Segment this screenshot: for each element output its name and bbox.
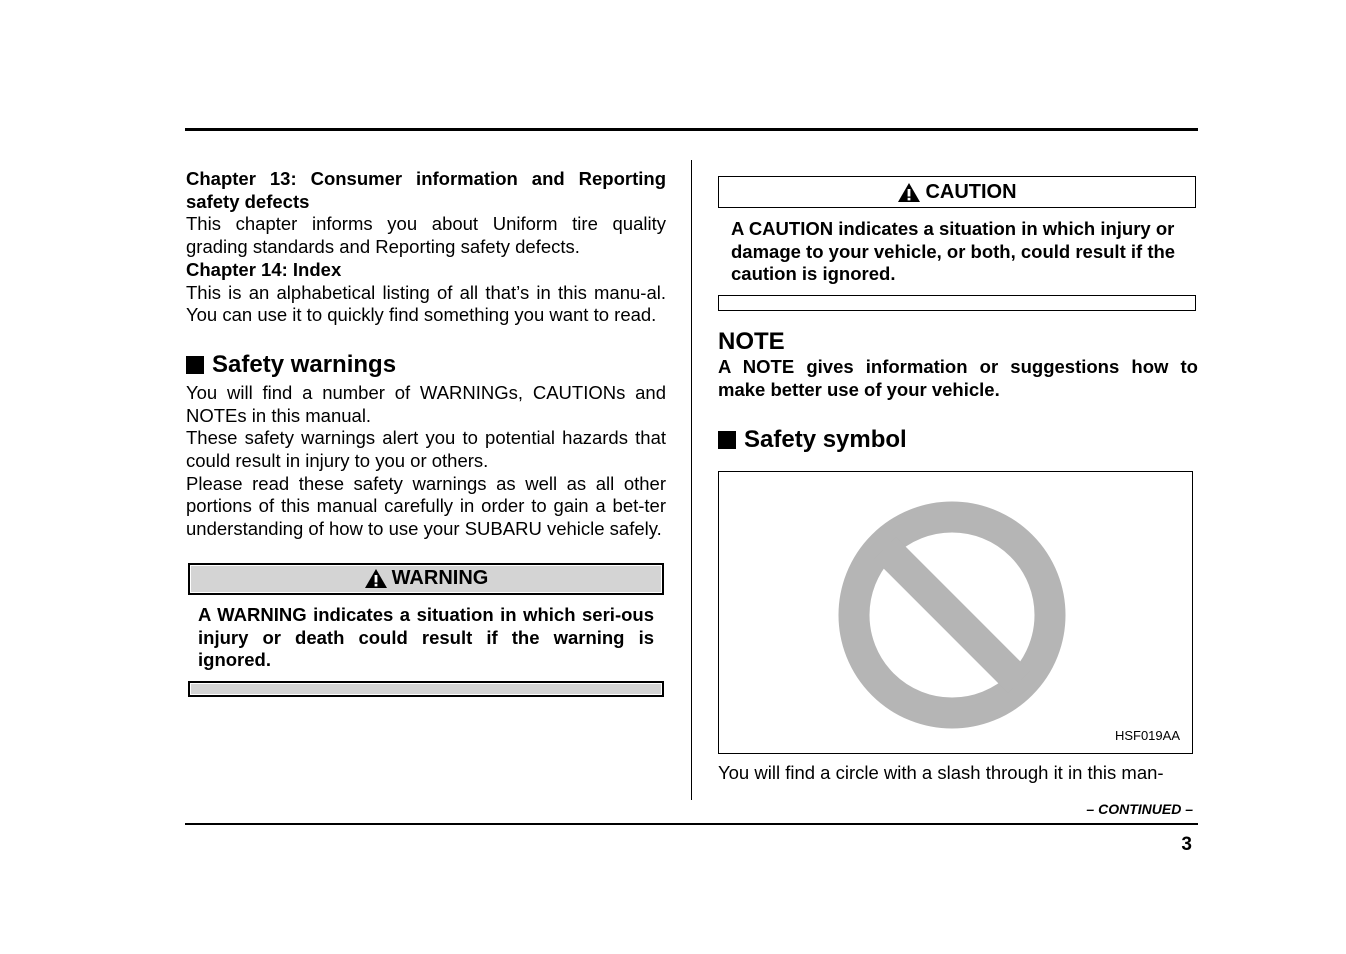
symbol-description-text: You will find a circle with a slash through it in this man- — [718, 761, 1164, 783]
safety-paragraph-3: Please read these safety warnings as well as all other portions of this manual carefully in order to gain a bet-ter understanding of how to use your SUBARU vehicle safely. — [186, 472, 666, 540]
chapter-13-title: Chapter 13: Consumer information and Reporting safety defects — [186, 168, 666, 212]
continued-label: – CONTINUED – — [1086, 801, 1193, 817]
safety-warnings-heading — [186, 351, 666, 379]
warning-label: WARNING — [391, 567, 489, 590]
chapter-13-text: This chapter informs you about Uniform tire quality grading standards and Reporting safety defects. — [186, 213, 666, 258]
caution-label: CAUTION — [925, 180, 1017, 203]
note-text: A NOTE gives information or suggestions how to make better use of your vehicle. — [718, 356, 1198, 400]
safety-paragraph-2: These safety warnings alert you to potential hazards that could result in injury to you or others. — [186, 427, 666, 472]
warning-triangle-icon — [364, 568, 388, 589]
warning-footer-bar — [188, 681, 664, 697]
prohibition-symbol-icon — [837, 500, 1067, 730]
figure-code: HSF019AA — [1114, 727, 1180, 743]
page-number: 3 — [1181, 834, 1192, 855]
top-rule — [185, 128, 1198, 131]
chapter-14-title: Chapter 14: Index — [186, 258, 342, 280]
square-bullet-icon — [186, 356, 204, 374]
caution-triangle-icon — [897, 182, 921, 203]
column-divider — [691, 160, 692, 800]
bottom-rule — [185, 823, 1198, 825]
safety-symbol-heading — [718, 426, 1198, 454]
safety-paragraph-1: You will find a number of WARNINGs, CAUTIONs and NOTEs in this manual. — [186, 381, 666, 426]
chapter-14-text: This is an alphabetical listing of all that’s in this manu-al. You can use it to quickly find something you want to read. — [186, 281, 666, 326]
caution-footer-bar — [718, 295, 1196, 311]
safety-symbol-figure — [718, 471, 1193, 754]
note-title: NOTE — [718, 328, 785, 356]
caution-text: A CAUTION indicates a situation in which injury or damage to your vehicle, or both, could result if the caution is ignored. — [731, 218, 1176, 285]
square-bullet-icon — [718, 431, 736, 449]
safety-warnings-title: Safety warnings — [212, 350, 397, 378]
warning-header — [188, 563, 664, 595]
caution-header — [718, 176, 1196, 208]
safety-symbol-title: Safety symbol — [744, 425, 907, 453]
left-column — [186, 168, 666, 697]
right-column — [718, 176, 1198, 784]
warning-text: A WARNING indicates a situation in which seri-ous injury or death could result if the warning is ignored. — [198, 603, 654, 671]
